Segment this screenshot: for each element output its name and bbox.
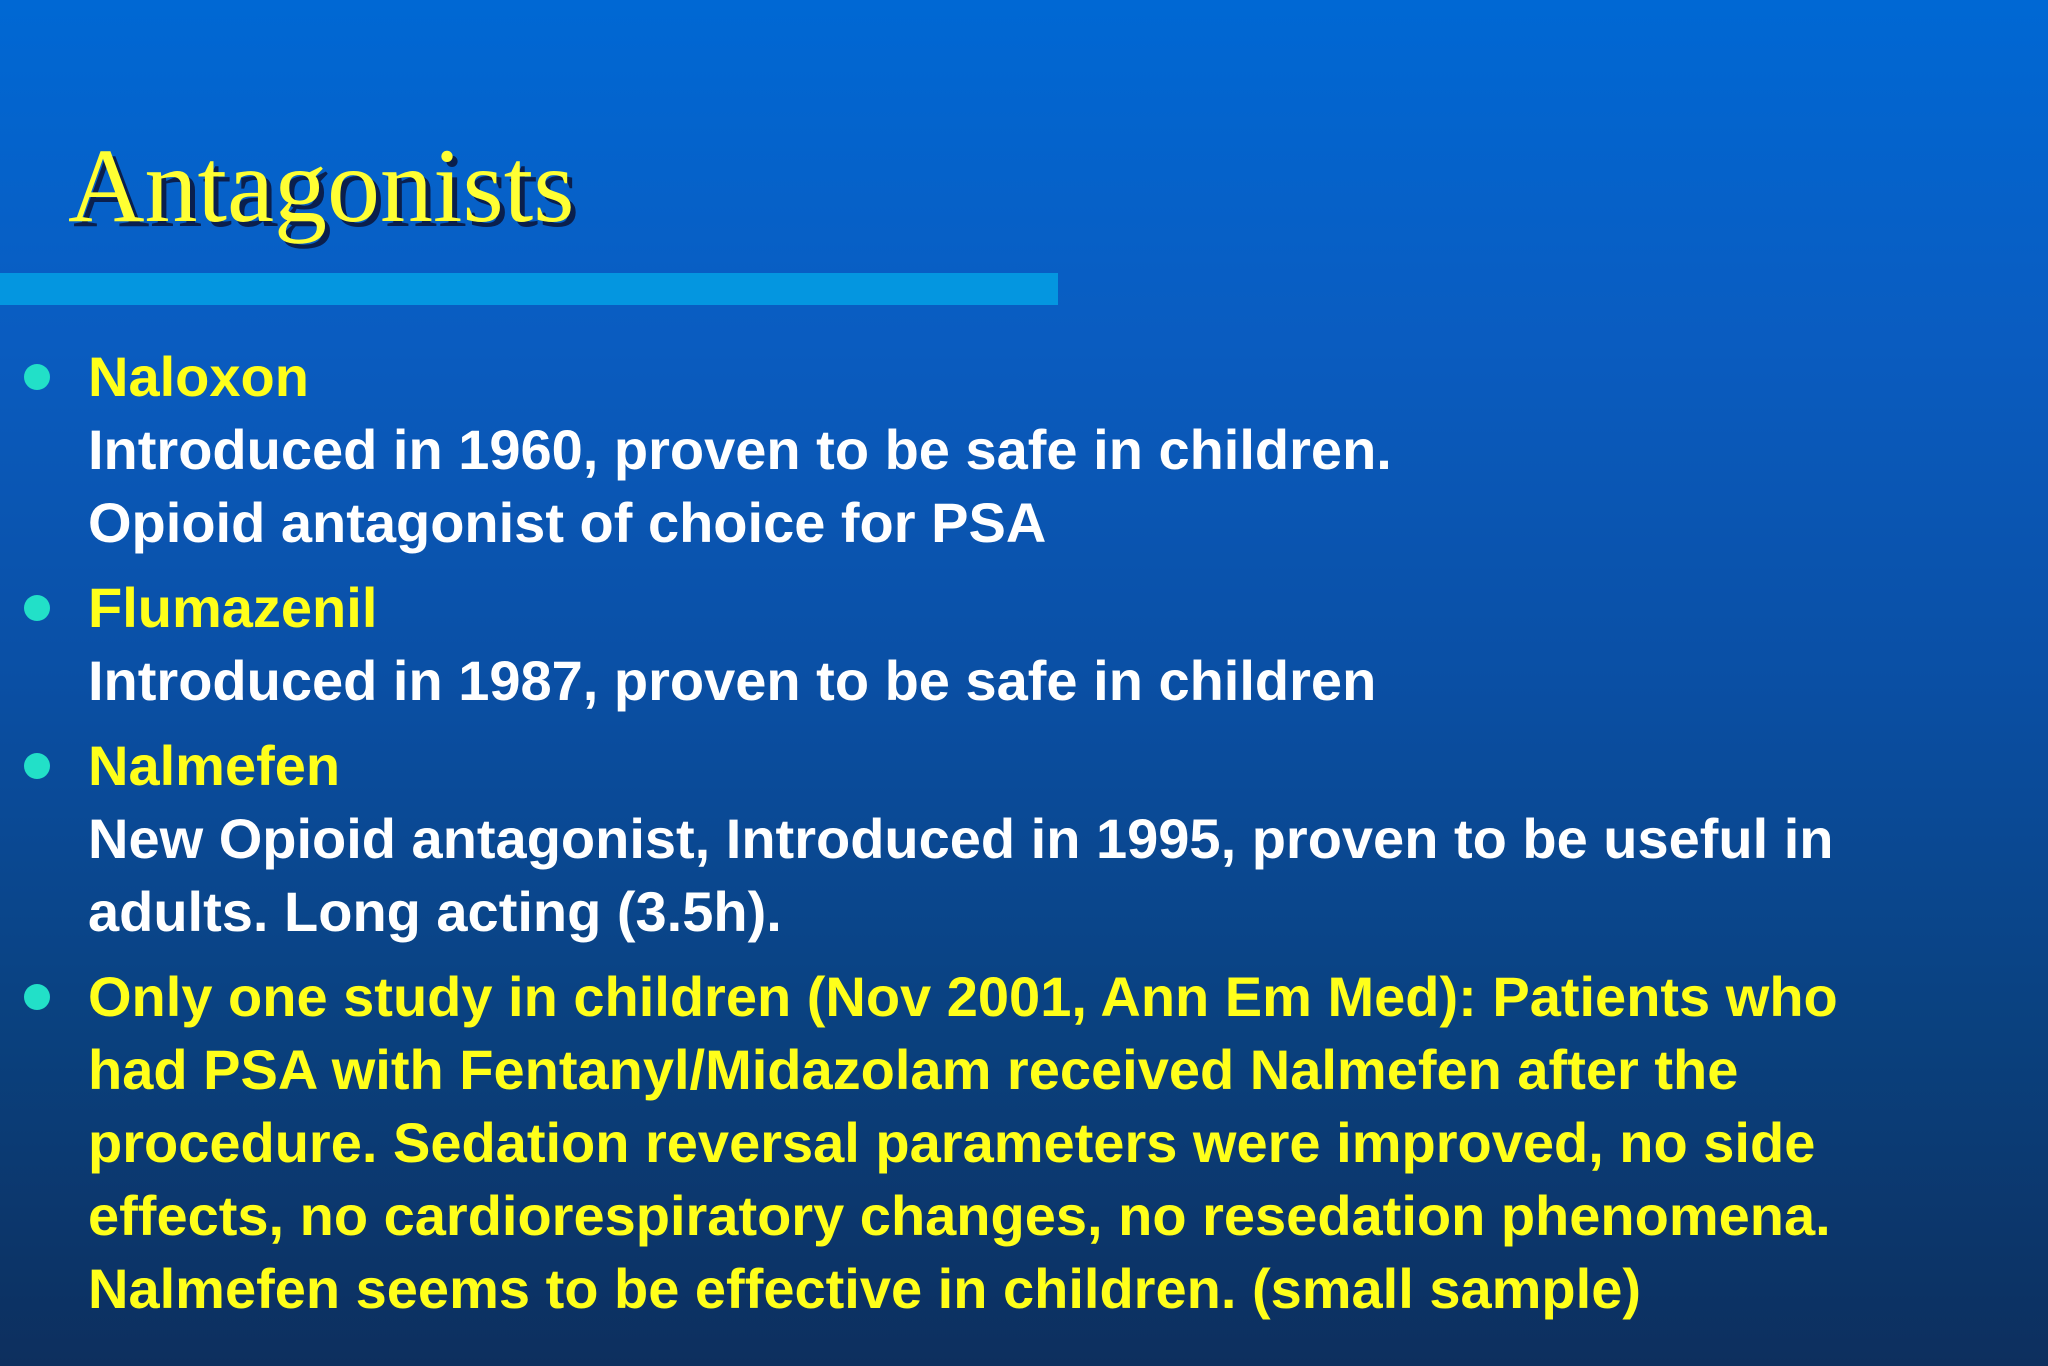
bullet-line: Nalmefen seems to be effective in children. (small sample) [88, 1257, 1641, 1320]
bullet-list [0, 340, 2048, 1337]
bullet-line: had PSA with Fentanyl/Midazolam received Nalmefen after the [88, 1038, 1739, 1101]
bullet-dot-icon [24, 753, 50, 779]
bullet-study-in-children [0, 960, 2048, 1325]
bullet-heading: Naloxon [88, 345, 309, 408]
bullet-naloxon [0, 340, 2048, 559]
bullet-line: Opioid antagonist of choice for PSA [88, 491, 1047, 554]
bullet-heading: Nalmefen [88, 734, 341, 797]
bullet-line: Introduced in 1987, proven to be safe in children [88, 649, 1377, 712]
bullet-line: effects, no cardiorespiratory changes, no resedation phenomena. [88, 1184, 1831, 1247]
slide-title: Antagonists [68, 127, 575, 244]
bullet-line: New Opioid antagonist, Introduced in 1995, proven to be useful in [88, 807, 1834, 870]
bullet-line: procedure. Sedation reversal parameters were improved, no side [88, 1111, 1816, 1174]
bullet-dot-icon [24, 984, 50, 1010]
title-underline-bar [0, 273, 1058, 305]
bullet-nalmefen [0, 729, 2048, 948]
bullet-dot-icon [24, 595, 50, 621]
bullet-heading: Flumazenil [88, 576, 378, 639]
bullet-line: Only one study in children (Nov 2001, Ann Em Med): Patients who [88, 965, 1838, 1028]
bullet-flumazenil [0, 571, 2048, 717]
bullet-line: adults. Long acting (3.5h). [88, 880, 782, 943]
bullet-line: Introduced in 1960, proven to be safe in children. [88, 418, 1392, 481]
bullet-dot-icon [24, 364, 50, 390]
